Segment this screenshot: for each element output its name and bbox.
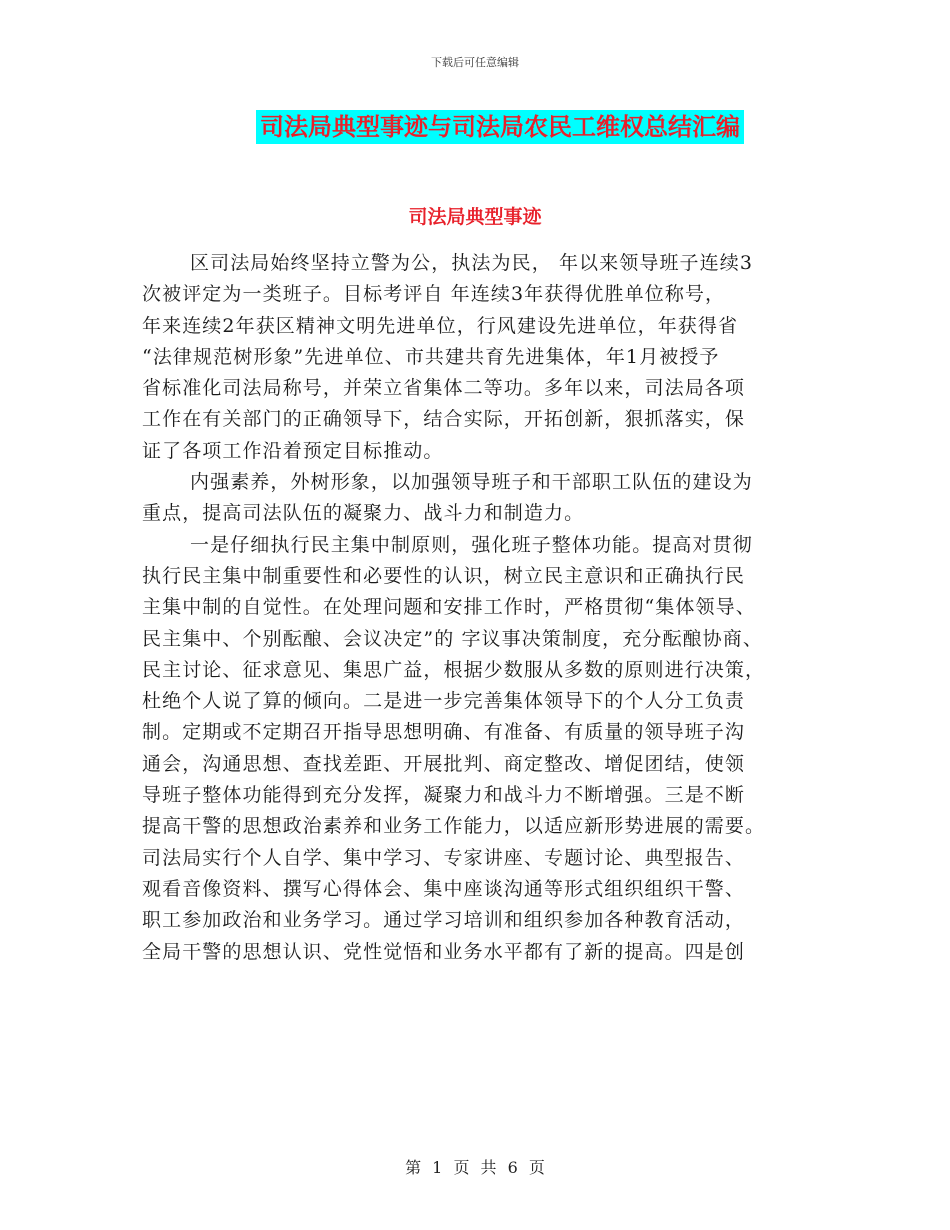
body-line: 民主讨论、征求意见、集思广益，根据少数服从多数的原则进行决策， bbox=[142, 658, 766, 681]
body-line: 职工参加政治和业务学习。通过学习培训和组织参加各种教育活动， bbox=[142, 909, 746, 932]
body-line: 导班子整体功能得到充分发挥，凝聚力和战斗力不断增强。三是不断 bbox=[142, 784, 746, 807]
body-line: 次被评定为一类班子。目标考评自 年连续3年获得优胜单位称号， bbox=[142, 283, 726, 306]
header-note: 下载后可任意编辑 bbox=[431, 56, 519, 69]
body-line: 提高干警的思想政治素养和业务工作能力，以适应新形势进展的需要。 bbox=[142, 815, 766, 838]
page-footer: 第 1 页 共 6 页 bbox=[405, 1158, 545, 1177]
body-line: 省标准化司法局称号，并荣立省集体二等功。多年以来，司法局各项 bbox=[142, 377, 746, 400]
body-line: 执行民主集中制重要性和必要性的认识，树立民主意识和正确执行民 bbox=[142, 564, 746, 587]
body-line: 杜绝个人说了算的倾向。二是进一步完善集体领导下的个人分工负责 bbox=[142, 690, 746, 713]
body-line: 重点，提高司法队伍的凝聚力、战斗力和制造力。 bbox=[142, 502, 585, 525]
body-line: 工作在有关部门的正确领导下，结合实际，开拓创新，狠抓落实，保 bbox=[142, 408, 746, 431]
body-line: 民主集中、个别酝酿、会议决定”的 字议事决策制度，充分酝酿协商、 bbox=[142, 627, 763, 650]
body-line: 一是仔细执行民主集中制原则，强化班子整体功能。提高对贯彻 bbox=[190, 533, 753, 556]
document-title-wrap bbox=[0, 110, 950, 144]
body-line: 观看音像资料、撰写心得体会、集中座谈沟通等形式组织组织干警、 bbox=[142, 877, 746, 900]
body-line: 年来连续2年获区精神文明先进单位，行风建设先进单位，年获得省 bbox=[142, 314, 739, 337]
body-line: 内强素养，外树形象，以加强领导班子和干部职工队伍的建设为 bbox=[190, 471, 753, 494]
body-line: “法律规范树形象”先进单位、市共建共育先进集体，年1月被授予 bbox=[142, 345, 720, 368]
body-line: 制。定期或不定期召开指导思想明确、有准备、有质量的领导班子沟 bbox=[142, 721, 746, 744]
body-line: 主集中制的自觉性。在处理问题和安排工作时，严格贯彻“集体领导、 bbox=[142, 596, 756, 619]
body-line: 司法局实行个人自学、集中学习、专家讲座、专题讨论、典型报告、 bbox=[142, 846, 746, 869]
section-title: 司法局典型事迹 bbox=[408, 206, 542, 228]
body-text bbox=[142, 248, 814, 968]
body-line: 全局干警的思想认识、党性觉悟和业务水平都有了新的提高。四是创 bbox=[142, 940, 746, 963]
document-title: 司法局典型事迹与司法局农民工维权总结汇编 bbox=[256, 110, 744, 144]
body-line: 区司法局始终坚持立警为公，执法为民， 年以来领导班子连续3 bbox=[190, 252, 754, 274]
body-line: 证了各项工作沿着预定目标推动。 bbox=[142, 439, 444, 462]
body-line: 通会，沟通思想、查找差距、开展批判、商定整改、增促团结，使领 bbox=[142, 752, 746, 775]
